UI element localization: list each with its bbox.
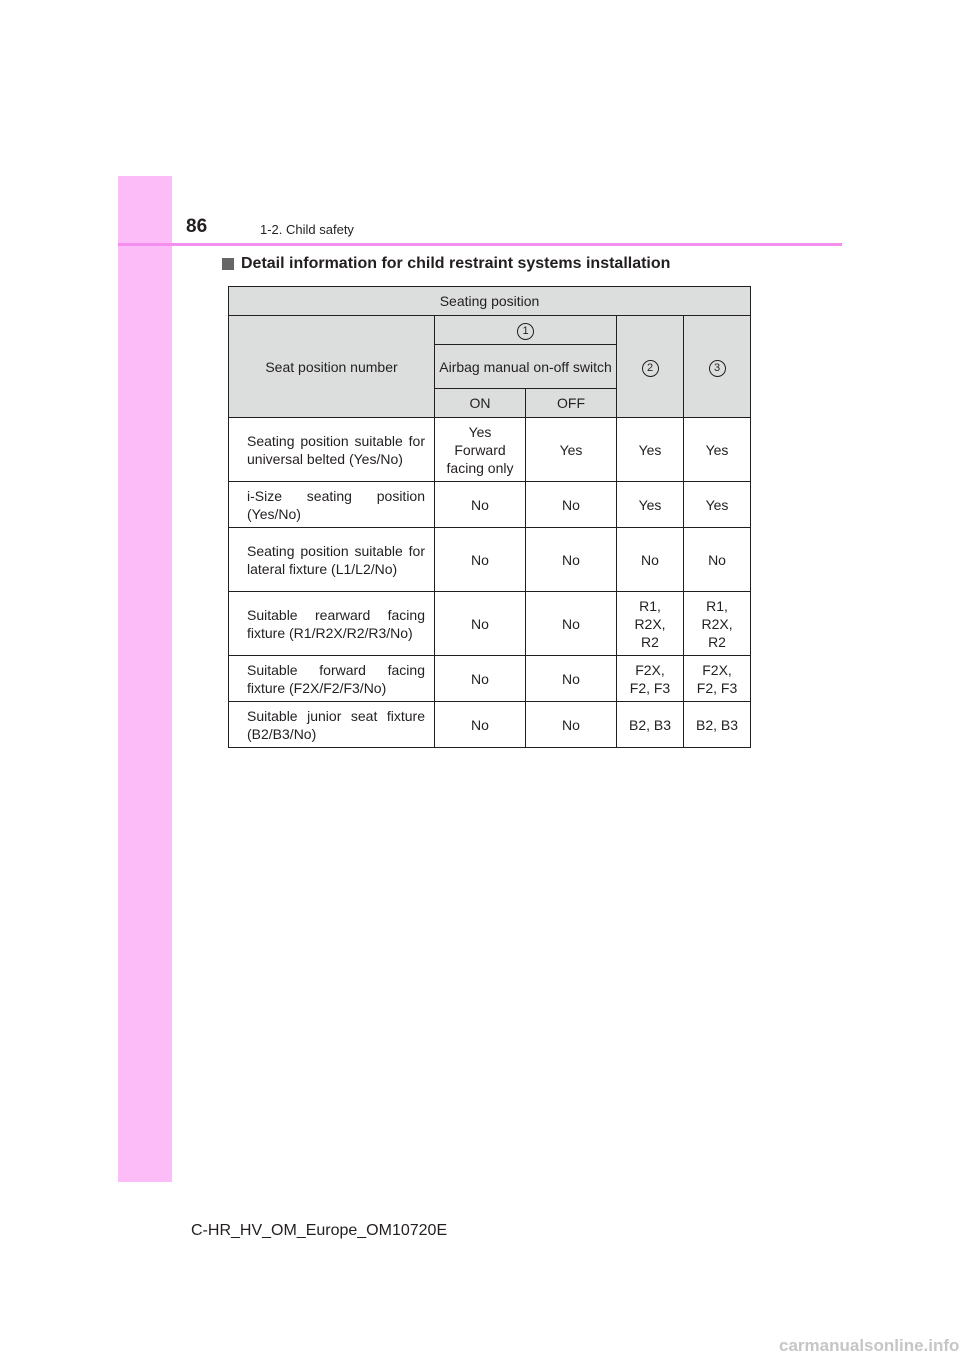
table-row	[229, 418, 751, 482]
switch-on-label: ON	[435, 389, 526, 418]
cell-seat3: No	[684, 528, 751, 592]
cell-on: No	[435, 482, 526, 528]
cell-seat3: Yes	[684, 418, 751, 482]
cell-on: No	[435, 702, 526, 748]
row-label: Seating position suitable for lateral fixture (L1/L2/No)	[229, 528, 435, 592]
cell-seat2: Yes	[617, 418, 684, 482]
cell-off: No	[526, 482, 617, 528]
seat-number-3: 3	[684, 316, 751, 418]
table-row	[229, 482, 751, 528]
cell-off: Yes	[526, 418, 617, 482]
cell-seat3: R1, R2X, R2	[684, 592, 751, 656]
page-number: 86	[186, 216, 208, 237]
cell-on: No	[435, 528, 526, 592]
cell-seat3: Yes	[684, 482, 751, 528]
seat-number-1: 1	[435, 316, 617, 345]
seat-position-number-label: Seat position number	[229, 316, 435, 418]
switch-off-label: OFF	[526, 389, 617, 418]
cell-seat2: F2X, F2, F3	[617, 656, 684, 702]
row-label: Suitable forward facing fixture (F2X/F2/F3/No)	[229, 656, 435, 702]
cell-off: No	[526, 702, 617, 748]
cell-seat2: No	[617, 528, 684, 592]
airbag-switch-label: Airbag manual on-off switch	[435, 345, 617, 389]
cell-off: No	[526, 656, 617, 702]
table-row	[229, 528, 751, 592]
cell-off: No	[526, 528, 617, 592]
table-row	[229, 592, 751, 656]
table-row	[229, 702, 751, 748]
subheading	[222, 255, 670, 273]
table-row	[229, 656, 751, 702]
cell-seat3: B2, B3	[684, 702, 751, 748]
subheading-text: Detail information for child restraint systems installation	[241, 255, 671, 272]
child-restraint-table	[228, 286, 751, 748]
section-title: 1-2. Child safety	[260, 222, 354, 237]
cell-seat2: B2, B3	[617, 702, 684, 748]
cell-off: No	[526, 592, 617, 656]
row-label: Seating position suitable for universal belted (Yes/No)	[229, 418, 435, 482]
cell-seat3: F2X, F2, F3	[684, 656, 751, 702]
cell-on: Yes Forward facing only	[435, 418, 526, 482]
cell-seat2: Yes	[617, 482, 684, 528]
document-code: C-HR_HV_OM_Europe_OM10720E	[191, 1222, 448, 1239]
cell-on: No	[435, 592, 526, 656]
row-label: Suitable rearward facing fixture (R1/R2X/R2/R3/No)	[229, 592, 435, 656]
cell-seat2: R1, R2X, R2	[617, 592, 684, 656]
seat-number-2: 2	[617, 316, 684, 418]
header-divider	[118, 243, 842, 246]
row-label: i-Size seating position (Yes/No)	[229, 482, 435, 528]
cell-on: No	[435, 656, 526, 702]
seating-position-header: Seating position	[229, 287, 751, 316]
row-label: Suitable junior seat fixture (B2/B3/No)	[229, 702, 435, 748]
watermark: carmanualsonline.info	[779, 1336, 960, 1355]
chapter-tab-band	[118, 176, 172, 1182]
square-bullet-icon	[222, 258, 234, 270]
